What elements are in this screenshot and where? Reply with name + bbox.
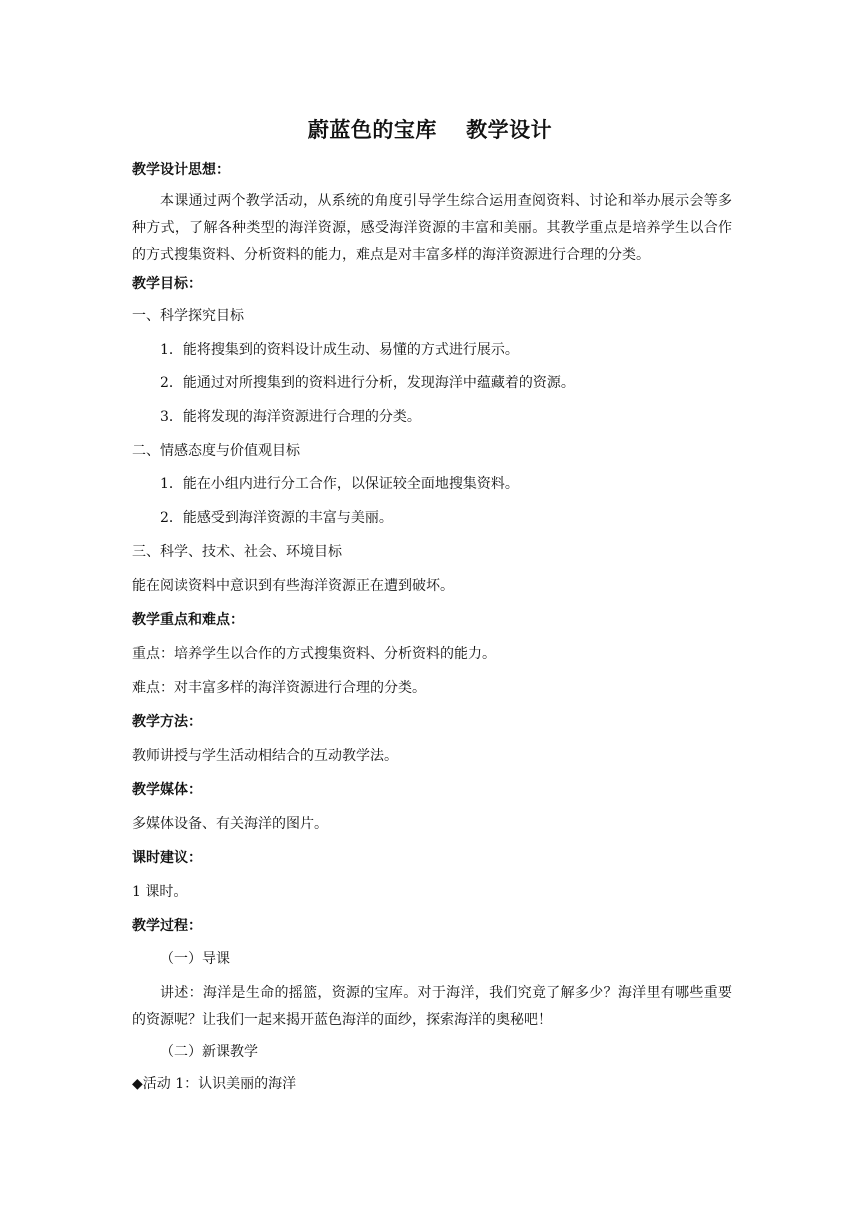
process-step-intro: （一）导课 (160, 951, 230, 967)
media-text: 多媒体设备、有关海洋的图片。 (132, 816, 328, 832)
method-text: 教师讲授与学生活动相结合的互动教学法。 (132, 748, 398, 764)
key-point: 重点：培养学生以合作的方式搜集资料、分析资料的能力。 (132, 646, 496, 662)
objective-item: 1．能将搜集到的资料设计成生动、易懂的方式进行展示。 (160, 342, 519, 358)
process-narration: 讲述：海洋是生命的摇篮，资源的宝库。对于海洋，我们究竟了解多少？海洋里有哪些重要的资源呢？让我们一起来揭开蓝色海洋的面纱，探索海洋的奥秘吧！ (132, 985, 732, 1028)
objective-section-sts: 三、科学、技术、社会、环境目标 (132, 544, 342, 560)
objectives-heading: 教学目标： (132, 276, 202, 292)
objective-item: 2．能通过对所搜集到的资料进行分析，发现海洋中蕴藏着的资源。 (160, 375, 575, 391)
process-step-new-lesson: （二）新课教学 (160, 1044, 258, 1060)
objective-item: 2．能感受到海洋资源的丰富与美丽。 (160, 510, 393, 526)
activity-1-title: ◆活动 1：认识美丽的海洋 (132, 1076, 297, 1092)
document-title: 蔚蓝色的宝库 教学设计 (307, 117, 553, 142)
process-heading: 教学过程： (132, 918, 202, 934)
key-points-heading: 教学重点和难点： (132, 612, 244, 628)
media-heading: 教学媒体： (132, 782, 202, 798)
objective-item: 3．能将发现的海洋资源进行合理的分类。 (160, 409, 421, 425)
hours-text: 1 课时。 (132, 884, 188, 900)
objective-sts-text: 能在阅读资料中意识到有些海洋资源正在遭到破坏。 (132, 578, 454, 594)
objective-item: 1．能在小组内进行分工合作，以保证较全面地搜集资料。 (160, 476, 519, 492)
method-heading: 教学方法： (132, 714, 202, 730)
design-thought-paragraph: 本课通过两个教学活动，从系统的角度引导学生综合运用查阅资料、讨论和举办展示会等多种方式，了解各种类型的海洋资源，感受海洋资源的丰富和美丽。其教学重点是培养学生以合作的方式搜集资料、分析资料的能力，难点是对丰富多样的海洋资源进行合理的分类。 (132, 193, 732, 263)
design-thought-heading: 教学设计思想： (132, 162, 230, 178)
hours-heading: 课时建议： (132, 850, 202, 866)
objective-section-attitude: 二、情感态度与价值观目标 (132, 443, 300, 459)
objective-section-science: 一、科学探究目标 (132, 308, 244, 324)
difficult-point: 难点：对丰富多样的海洋资源进行合理的分类。 (132, 680, 426, 696)
